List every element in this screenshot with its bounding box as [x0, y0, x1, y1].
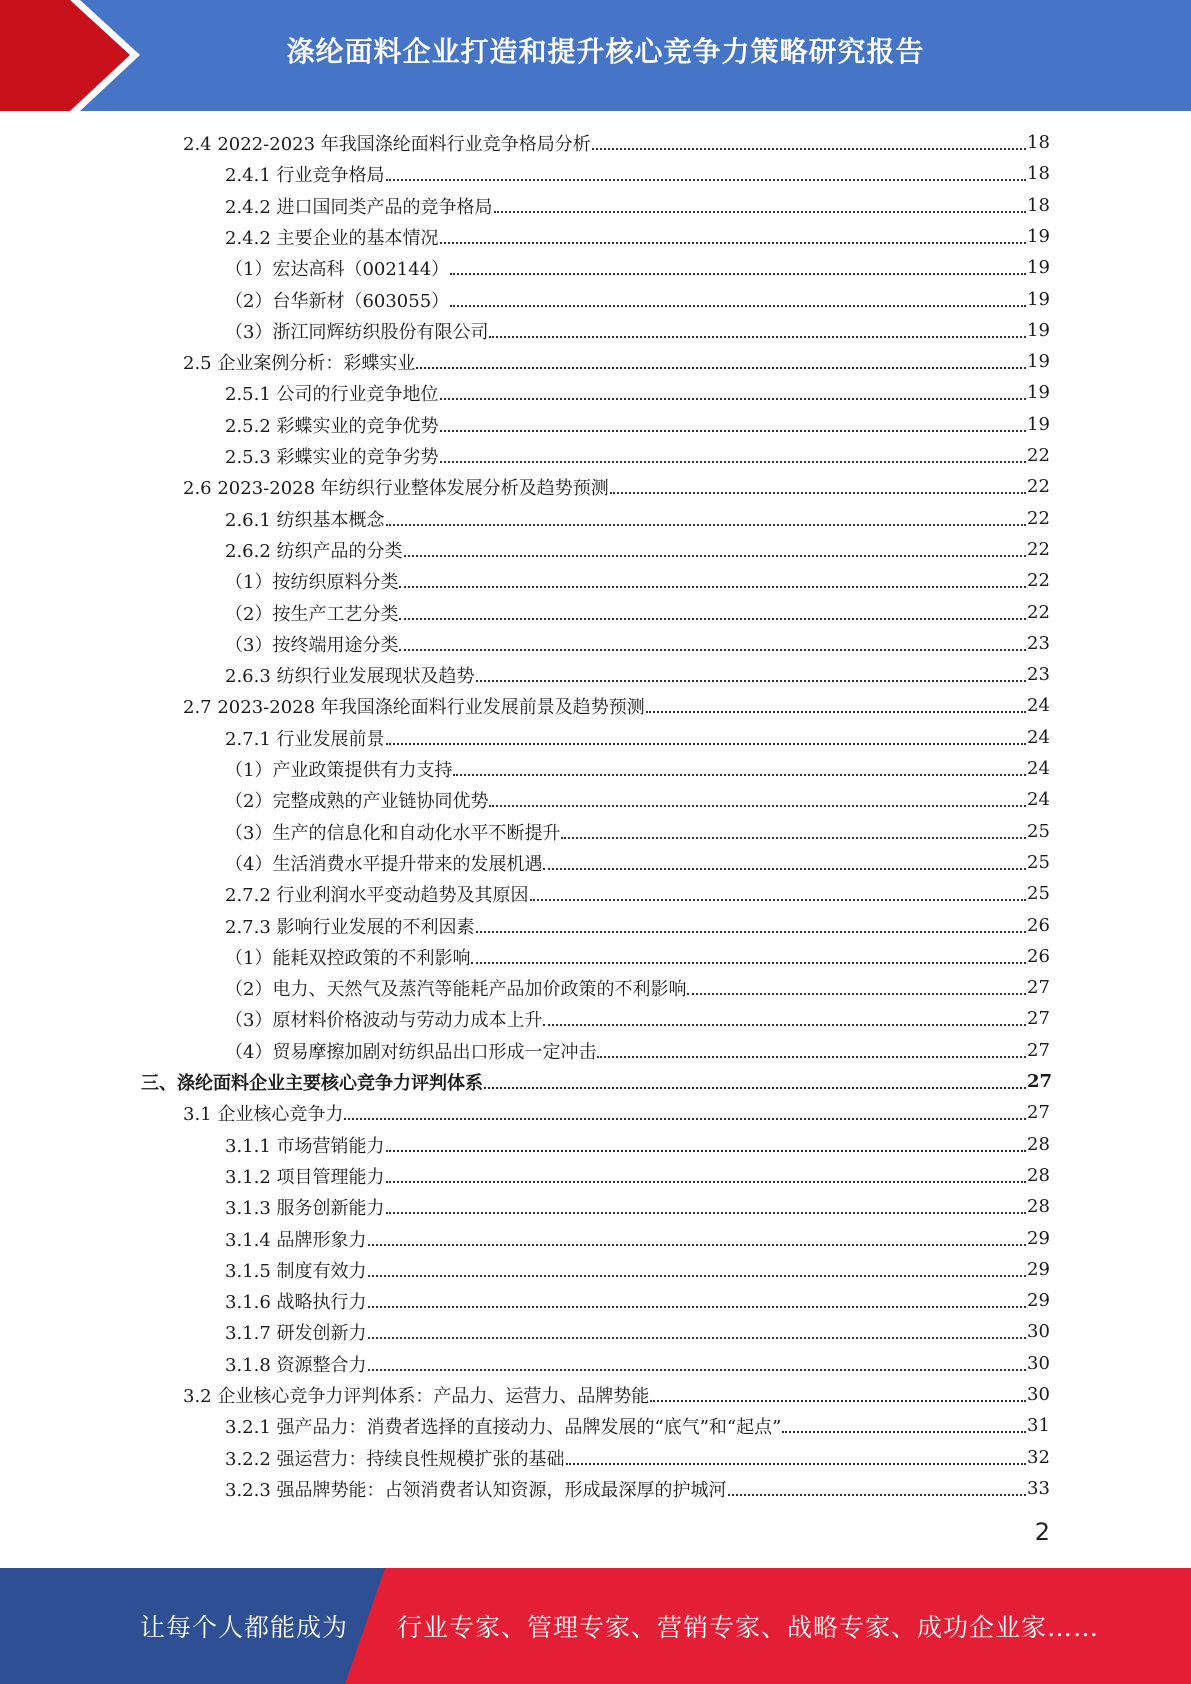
toc-entry-title: 3.1.7 研发创新力 [225, 1322, 367, 1344]
toc-entry-title: 2.6 2023-2028 年纺织行业整体发展分析及趋势预测 [183, 477, 609, 499]
toc-entry-title: 3.2 企业核心竞争力评判体系：产品力、运营力、品牌势能 [183, 1385, 650, 1407]
toc-entry-page: 27 [1027, 1008, 1050, 1029]
toc-entry-page: 25 [1027, 821, 1050, 842]
toc-leader-dots [386, 742, 1026, 745]
toc-entry-page: 27 [1027, 977, 1050, 998]
toc-entry-title: 3.1 企业核心竞争力 [183, 1103, 344, 1125]
footer-slogan-left: 让每个人都能成为 [140, 1613, 349, 1642]
toc-entry[interactable] [225, 1003, 1050, 1034]
toc-leader-dots [489, 335, 1026, 338]
toc-entry-page: 30 [1027, 1353, 1050, 1374]
toc-entry-title: 2.7.2 行业利润水平变动趋势及其原因 [225, 884, 529, 906]
toc-leader-dots [728, 1493, 1026, 1496]
toc-entry-title: 2.4.1 行业竞争格局 [225, 164, 385, 186]
toc-entry[interactable] [225, 158, 1050, 189]
toc-entry-title: 3.1.1 市场营销能力 [225, 1135, 385, 1157]
toc-entry-page: 19 [1027, 289, 1050, 310]
toc-entry-title: 3.2.3 强品牌势能：占领消费者认知资源，形成最深厚的护城河 [225, 1479, 727, 1501]
toc-leader-dots [386, 1180, 1026, 1183]
toc-entry-title: 3.1.5 制度有效力 [225, 1260, 367, 1282]
toc-entry-page: 26 [1027, 915, 1050, 936]
toc-entry-title: 三、涤纶面料企业主要核心竞争力评判体系 [141, 1072, 483, 1094]
toc-entry[interactable] [225, 409, 1050, 440]
toc-entry-title: 2.4.2 主要企业的基本情况 [225, 227, 439, 249]
toc-entry[interactable] [225, 1191, 1050, 1222]
toc-entry[interactable] [183, 471, 1050, 502]
toc-leader-dots [368, 1305, 1026, 1308]
toc-leader-dots [386, 1149, 1026, 1152]
toc-leader-dots [687, 992, 1026, 995]
toc-leader-dots [453, 773, 1026, 776]
toc-entry-title: 3.1.8 资源整合力 [225, 1354, 367, 1376]
toc-entry[interactable] [225, 753, 1050, 784]
toc-entry-page: 29 [1027, 1259, 1050, 1280]
toc-leader-dots [399, 617, 1026, 620]
toc-entry[interactable] [225, 628, 1050, 659]
toc-entry[interactable] [225, 1442, 1050, 1473]
toc-leader-dots [650, 1399, 1026, 1402]
toc-entry[interactable] [225, 1254, 1050, 1285]
toc-entry-title: 2.6.1 纺织基本概念 [225, 509, 385, 531]
toc-entry[interactable] [225, 503, 1050, 534]
toc-leader-dots [610, 491, 1026, 494]
toc-entry-page: 19 [1027, 226, 1050, 247]
toc-entry-title: 2.4 2022-2023 年我国涤纶面料行业竞争格局分析 [183, 133, 591, 155]
toc-leader-dots [386, 178, 1026, 181]
toc-entry-title: （2）按生产工艺分类 [225, 603, 399, 625]
toc-entry[interactable] [225, 941, 1050, 972]
toc-entry[interactable] [225, 190, 1050, 221]
toc-entry-title: 3.2.2 强运营力：持续良性规模扩张的基础 [225, 1448, 565, 1470]
toc-entry[interactable] [225, 534, 1050, 565]
toc-leader-dots [440, 241, 1026, 244]
page-number: 2 [1034, 1518, 1050, 1546]
toc-leader-dots [440, 429, 1026, 432]
toc-entry-page: 22 [1027, 570, 1050, 591]
toc-entry-page: 27 [1027, 1071, 1053, 1092]
toc-entry-page: 22 [1027, 476, 1050, 497]
toc-leader-dots [566, 1462, 1026, 1465]
toc-entry-title: 2.6.2 纺织产品的分类 [225, 540, 403, 562]
toc-leader-dots [368, 1368, 1026, 1371]
toc-leader-dots [386, 523, 1026, 526]
toc-entry-page: 31 [1027, 1415, 1050, 1436]
toc-leader-dots [476, 679, 1026, 682]
toc-leader-dots [344, 1117, 1026, 1120]
toc-entry[interactable] [225, 221, 1050, 252]
toc-entry-title: （3）浙江同辉纺织股份有限公司 [225, 321, 489, 343]
toc-entry[interactable] [225, 1348, 1050, 1379]
toc-leader-dots [471, 961, 1026, 964]
toc-leader-dots [368, 1336, 1026, 1339]
toc-leader-dots [597, 1055, 1026, 1058]
toc-leader-dots [416, 366, 1026, 369]
header-banner [0, 0, 1191, 111]
toc-leader-dots [561, 836, 1026, 839]
toc-entry[interactable] [225, 440, 1050, 471]
toc-entry-page: 27 [1027, 1102, 1050, 1123]
toc-entry-page: 18 [1027, 195, 1050, 216]
toc-entry-page: 30 [1027, 1384, 1050, 1405]
toc-entry[interactable] [225, 315, 1050, 346]
toc-entry-page: 22 [1027, 602, 1050, 623]
toc-entry-title: 2.4.2 进口国同类产品的竞争格局 [225, 196, 493, 218]
toc-entry[interactable] [225, 659, 1050, 690]
toc-entry-title: （1）宏达高科（002144） [225, 258, 450, 280]
toc-entry[interactable] [183, 346, 1050, 377]
toc-entry-page: 24 [1027, 695, 1050, 716]
toc-leader-dots [489, 804, 1026, 807]
toc-entry-page: 25 [1027, 883, 1050, 904]
toc-leader-dots [450, 304, 1026, 307]
toc-entry-page: 19 [1027, 257, 1050, 278]
toc-entry-page: 24 [1027, 758, 1050, 779]
toc-entry[interactable] [183, 1097, 1050, 1128]
toc-entry[interactable] [225, 1129, 1050, 1160]
toc-entry-page: 33 [1027, 1478, 1050, 1499]
toc-entry-title: 2.6.3 纺织行业发展现状及趋势 [225, 665, 475, 687]
toc-entry-page: 29 [1027, 1290, 1050, 1311]
toc-entry[interactable] [225, 597, 1050, 628]
toc-leader-dots [368, 1274, 1026, 1277]
toc-entry[interactable] [183, 690, 1050, 721]
toc-leader-dots [440, 397, 1026, 400]
toc-leader-dots [399, 585, 1026, 588]
toc-entry[interactable] [225, 1035, 1050, 1066]
toc-entry[interactable] [225, 377, 1050, 408]
toc-entry[interactable] [225, 1473, 1050, 1504]
toc-leader-dots [494, 210, 1026, 213]
toc-entry-page: 23 [1027, 633, 1050, 654]
toc-entry-title: 2.5 企业案例分析：彩蝶实业 [183, 352, 416, 374]
toc-entry-page: 28 [1027, 1165, 1050, 1186]
toc-entry[interactable] [225, 284, 1050, 315]
toc-entry[interactable] [225, 1160, 1050, 1191]
toc-leader-dots [484, 1086, 1026, 1089]
toc-entry-page: 28 [1027, 1134, 1050, 1155]
toc-entry-page: 18 [1027, 132, 1050, 153]
toc-entry-title: （1）按纺织原料分类 [225, 571, 399, 593]
toc-entry-page: 27 [1027, 1040, 1050, 1061]
toc-entry-page: 19 [1027, 351, 1050, 372]
toc-entry[interactable] [225, 878, 1050, 909]
toc-entry-title: （3）生产的信息化和自动化水平不断提升 [225, 822, 561, 844]
footer-slogan-right: 行业专家、管理专家、营销专家、战略专家、成功企业家…… [397, 1613, 1100, 1642]
toc-entry-title: （2）台华新材（603055） [225, 290, 450, 312]
toc-entry-page: 18 [1027, 163, 1050, 184]
toc-entry-title: （4）贸易摩擦加剧对纺织品出口形成一定冲击 [225, 1041, 597, 1063]
toc-entry-title: 2.7 2023-2028 年我国涤纶面料行业发展前景及趋势预测 [183, 696, 645, 718]
toc-entry-title: 3.1.2 项目管理能力 [225, 1166, 385, 1188]
toc-leader-dots [543, 867, 1026, 870]
toc-entry-title: 3.1.3 服务创新能力 [225, 1197, 385, 1219]
toc-entry-page: 22 [1027, 508, 1050, 529]
toc-leader-dots [450, 272, 1026, 275]
toc-entry-title: 2.7.1 行业发展前景 [225, 728, 385, 750]
toc-entry[interactable] [225, 1316, 1050, 1347]
toc-entry-page: 22 [1027, 539, 1050, 560]
toc-entry[interactable] [225, 784, 1050, 815]
toc-entry-title: （2）电力、天然气及蒸汽等能耗产品加价政策的不利影响 [225, 978, 687, 1000]
toc-entry-page: 32 [1027, 1447, 1050, 1468]
toc-entry-title: （3）按终端用途分类 [225, 634, 399, 656]
toc-entry[interactable] [225, 847, 1050, 878]
toc-entry-page: 24 [1027, 727, 1050, 748]
toc-entry[interactable] [183, 127, 1050, 158]
toc-entry-title: 3.2.1 强产品力：消费者选择的直接动力、品牌发展的“底气”和“起点” [225, 1416, 782, 1438]
toc-entry[interactable] [183, 1379, 1050, 1410]
toc-leader-dots [404, 554, 1026, 557]
toc-entry-page: 22 [1027, 445, 1050, 466]
toc-entry-title: （2）完整成熟的产业链协同优势 [225, 790, 489, 812]
toc-entry-page: 30 [1027, 1321, 1050, 1342]
toc-entry[interactable] [225, 816, 1050, 847]
toc-entry-title: （4）生活消费水平提升带来的发展机遇 [225, 853, 543, 875]
toc-entry-page: 19 [1027, 382, 1050, 403]
toc-entry-page: 28 [1027, 1196, 1050, 1217]
toc-leader-dots [440, 460, 1026, 463]
toc-entry[interactable] [141, 1066, 1053, 1097]
toc-leader-dots [646, 710, 1026, 713]
toc-entry-page: 26 [1027, 946, 1050, 967]
toc-entry[interactable] [225, 1285, 1050, 1316]
toc-leader-dots [386, 1211, 1026, 1214]
toc-entry-page: 24 [1027, 789, 1050, 810]
toc-entry-title: 3.1.6 战略执行力 [225, 1291, 367, 1313]
toc-leader-dots [530, 898, 1026, 901]
toc-entry-title: （3）原材料价格波动与劳动力成本上升 [225, 1009, 543, 1031]
toc-leader-dots [399, 648, 1026, 651]
page-title: 涤纶面料企业打造和提升核心竞争力策略研究报告 [286, 35, 925, 68]
toc-entry[interactable] [225, 1223, 1050, 1254]
toc-leader-dots [543, 1023, 1026, 1026]
toc-entry-title: 2.5.1 公司的行业竞争地位 [225, 383, 439, 405]
toc-leader-dots [476, 930, 1026, 933]
toc-entry-title: 3.1.4 品牌形象力 [225, 1229, 367, 1251]
toc-entry-page: 29 [1027, 1228, 1050, 1249]
toc-entry[interactable] [225, 1410, 1050, 1441]
toc-entry-page: 25 [1027, 852, 1050, 873]
toc-entry-page: 19 [1027, 414, 1050, 435]
toc-entry[interactable] [225, 910, 1050, 941]
toc-entry-title: 2.7.3 影响行业发展的不利因素 [225, 916, 475, 938]
toc-entry[interactable] [225, 972, 1050, 1003]
toc-leader-dots [782, 1430, 1026, 1433]
toc-entry-title: （1）产业政策提供有力支持 [225, 759, 453, 781]
toc-entry-title: 2.5.3 彩蝶实业的竞争劣势 [225, 446, 439, 468]
toc-leader-dots [592, 147, 1026, 150]
footer-banner [0, 1568, 1191, 1684]
toc-leader-dots [368, 1243, 1026, 1246]
toc-entry[interactable] [225, 252, 1050, 283]
toc-entry-title: 2.5.2 彩蝶实业的竞争优势 [225, 415, 439, 437]
toc-entry[interactable] [225, 722, 1050, 753]
toc-entry-title: （1）能耗双控政策的不利影响 [225, 947, 471, 969]
toc-entry[interactable] [225, 565, 1050, 596]
toc-entry-page: 23 [1027, 664, 1050, 685]
toc-entry-page: 19 [1027, 320, 1050, 341]
